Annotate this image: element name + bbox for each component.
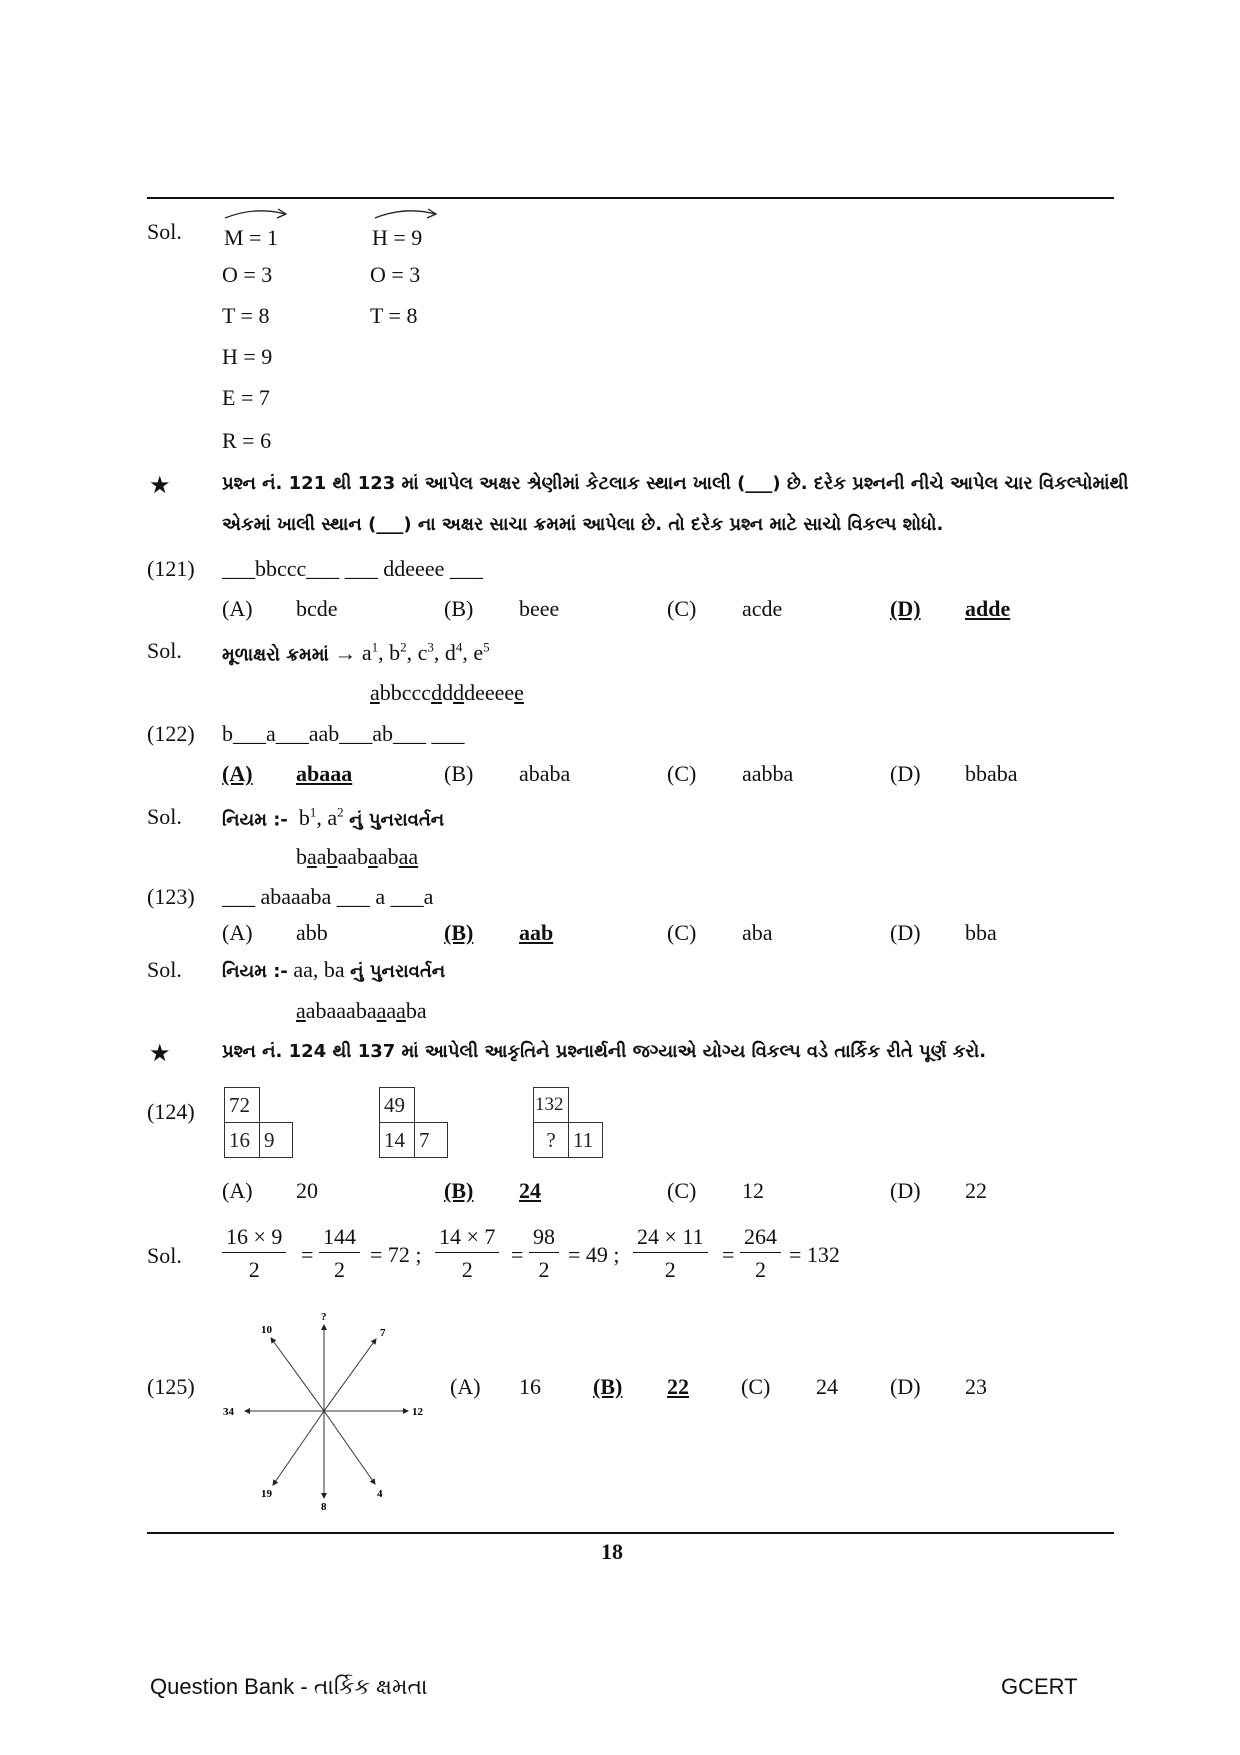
- solution-line: [222, 959, 445, 981]
- arrow-right-icon: →: [334, 640, 357, 666]
- question-number: (121): [147, 556, 195, 581]
- instruction-line: પ્રશ્ન નં. 124 થી 137 માં આપેલી આકૃતિને પ્રશ્નાર્થની જગ્યાએ યોગ્ય વિકલ્પ વડે તાર્કિક રીતે પૂર્ણ કરો.: [222, 1041, 987, 1062]
- fraction: [633, 1224, 708, 1283]
- bottom-rule: [147, 1532, 1114, 1534]
- denominator: 2: [461, 1257, 473, 1282]
- figure-label-south: 8: [321, 1501, 327, 1513]
- value-o: O = 3: [222, 262, 273, 287]
- fraction: [435, 1224, 499, 1283]
- option-label: (D): [890, 920, 921, 945]
- correct-option-value: abaaa: [296, 761, 353, 786]
- value-t2: T = 8: [370, 303, 418, 328]
- correct-option-label: (B): [444, 1178, 474, 1203]
- solution-pattern: abbcccddddeeeee: [370, 680, 524, 705]
- denominator: 2: [664, 1257, 676, 1282]
- figure-left-cell: 14: [379, 1122, 415, 1158]
- footer-publisher: GCERT: [1001, 1674, 1078, 1699]
- denominator: 2: [538, 1257, 550, 1282]
- result: = 132: [789, 1242, 840, 1267]
- numerator: 264: [740, 1224, 781, 1253]
- sol-label: Sol.: [147, 1243, 182, 1268]
- option-label: (D): [890, 1374, 921, 1399]
- option-value: bcde: [296, 596, 338, 621]
- solution-line: [222, 641, 490, 664]
- correct-option-value: 22: [667, 1374, 689, 1399]
- rule-suffix: નું પુનરાવર્તન: [350, 961, 446, 982]
- arrow-arc-icon: [372, 206, 442, 222]
- figure-left-cell: ?: [533, 1122, 569, 1158]
- question-number: (124): [147, 1099, 195, 1124]
- option-value: acde: [742, 596, 783, 621]
- figure-label-northwest: 10: [261, 1324, 272, 1336]
- sol-label: Sol.: [147, 638, 182, 663]
- option-label: (D): [890, 1178, 921, 1203]
- solution-sequence: aa, ba: [293, 957, 345, 982]
- numerator: 16 × 9: [222, 1224, 286, 1253]
- correct-option-value: aab: [519, 920, 554, 945]
- arrow-arc-icon: [222, 206, 292, 222]
- option-value: aabba: [742, 761, 794, 786]
- top-rule: [147, 197, 1114, 199]
- denominator: 2: [248, 1257, 260, 1282]
- value-e: E = 7: [222, 385, 270, 410]
- rule-label: નિયમ :-: [222, 809, 288, 831]
- sol-label: Sol.: [147, 957, 182, 982]
- value-o2: O = 3: [370, 262, 421, 287]
- fraction: [319, 1224, 360, 1283]
- numerator: 98: [529, 1224, 559, 1253]
- option-value: bbaba: [965, 761, 1018, 786]
- arrow-star-figure: [210, 1305, 440, 1515]
- option-value: aba: [742, 920, 773, 945]
- option-label: (C): [741, 1374, 771, 1399]
- option-label: (C): [667, 920, 697, 945]
- option-label: (B): [444, 761, 474, 786]
- solution-prefix: મૂળાક્ષરો ક્રમમાં: [222, 644, 329, 666]
- figure-label-west: 34: [223, 1406, 234, 1418]
- option-label: (A): [222, 1178, 253, 1203]
- option-value: 23: [965, 1374, 987, 1399]
- option-label: (D): [890, 761, 921, 786]
- denominator: 2: [334, 1257, 345, 1282]
- figure-top-cell: 49: [379, 1087, 415, 1123]
- option-value: 22: [965, 1178, 987, 1203]
- numerator: 14 × 7: [435, 1224, 499, 1253]
- correct-option-value: adde: [965, 596, 1011, 621]
- option-value: beee: [519, 596, 560, 621]
- value-t: T = 8: [222, 303, 270, 328]
- correct-option-label: (B): [593, 1374, 623, 1399]
- solution-pattern: baabaabaabaa: [296, 844, 419, 869]
- option-value: bba: [965, 920, 997, 945]
- footer-title: Question Bank - તાર્કિક ક્ષમતા: [150, 1674, 428, 1699]
- option-label: (A): [222, 920, 253, 945]
- equals: =: [722, 1242, 735, 1267]
- question-text: ___bbccc___ ___ ddeeee ___: [222, 556, 483, 581]
- figure-label-southeast: 4: [377, 1488, 383, 1500]
- solution-line: [222, 806, 444, 829]
- correct-option-value: 24: [519, 1178, 541, 1203]
- figure-top-cell: 132: [533, 1087, 569, 1123]
- question-number: (125): [147, 1374, 195, 1399]
- correct-option-label: (B): [444, 920, 474, 945]
- figure-top-cell: 72: [224, 1087, 260, 1123]
- option-label: (A): [222, 596, 253, 621]
- option-label: (B): [444, 596, 474, 621]
- value-r: R = 6: [222, 428, 272, 453]
- rule-label: નિયમ :-: [222, 961, 288, 982]
- option-value: ababa: [519, 761, 571, 786]
- numerator: 144: [319, 1224, 360, 1253]
- result: = 72 ;: [370, 1242, 422, 1267]
- option-value: abb: [296, 920, 328, 945]
- question-text: ___ abaaaba ___ a ___a: [222, 884, 434, 909]
- option-value: 12: [742, 1178, 764, 1203]
- star-icon: ★: [149, 1041, 171, 1067]
- option-value: 16: [519, 1374, 541, 1399]
- value-h: H = 9: [222, 344, 273, 369]
- solution-sequence: $b^1$, $a^2$: [293, 805, 344, 831]
- equals: =: [301, 1242, 314, 1267]
- option-label: (C): [667, 596, 697, 621]
- star-icon: ★: [149, 473, 171, 499]
- correct-option-label: (D): [890, 596, 921, 621]
- question-text: b___a___aab___ab___ ___: [222, 721, 465, 746]
- option-label: (C): [667, 761, 697, 786]
- numerator: 24 × 11: [633, 1224, 708, 1253]
- sol-label: Sol.: [147, 219, 182, 244]
- figure-right-cell: 11: [568, 1122, 603, 1158]
- figure-right-cell: 7: [414, 1122, 448, 1158]
- figure-right-cell: 9: [259, 1122, 293, 1158]
- figure-label-southwest: 19: [261, 1488, 272, 1500]
- value-h2: H = 9: [372, 225, 423, 250]
- question-number: (123): [147, 884, 195, 909]
- option-label: (A): [450, 1374, 481, 1399]
- equals: =: [511, 1242, 524, 1267]
- option-value: 24: [816, 1374, 838, 1399]
- rule-suffix: નું પુનરાવર્તન: [349, 809, 445, 831]
- page-number: 18: [601, 1539, 623, 1564]
- option-label: (C): [667, 1178, 697, 1203]
- fraction: [529, 1224, 559, 1283]
- option-value: 20: [296, 1178, 318, 1203]
- denominator: 2: [755, 1257, 766, 1282]
- solution-sequence: $a^1$, $b^2$, $c^3$, $d^4$, $e^5$: [361, 640, 490, 666]
- instruction-line: પ્રશ્ન નં. 121 થી 123 માં આપેલ અક્ષર શ્રેણીમાં કેટલાક સ્થાન ખાલી (___) છે. દરેક પ્રશ્નની નીચે આપેલ ચાર વિકલ્પોમાંથી: [222, 473, 1129, 494]
- result: = 49 ;: [568, 1242, 620, 1267]
- solution-pattern: aabaaabaaaaba: [296, 998, 427, 1023]
- question-number: (122): [147, 721, 195, 746]
- instruction-line: એકમાં ખાલી સ્થાન (___) ના અક્ષર સાચા ક્રમમાં આપેલા છે. તો દરેક પ્રશ્ન માટે સાચો વિકલ્પ શોધો.: [222, 514, 944, 535]
- figure-left-cell: 16: [224, 1122, 260, 1158]
- fraction: [222, 1224, 286, 1283]
- fraction: [740, 1224, 781, 1283]
- sol-label: Sol.: [147, 804, 182, 829]
- value-m: M = 1: [224, 225, 278, 250]
- figure-label-north: ?: [321, 1311, 327, 1323]
- correct-option-label: (A): [222, 761, 253, 786]
- figure-label-northeast: 7: [380, 1327, 386, 1339]
- figure-label-east: 12: [412, 1406, 423, 1418]
